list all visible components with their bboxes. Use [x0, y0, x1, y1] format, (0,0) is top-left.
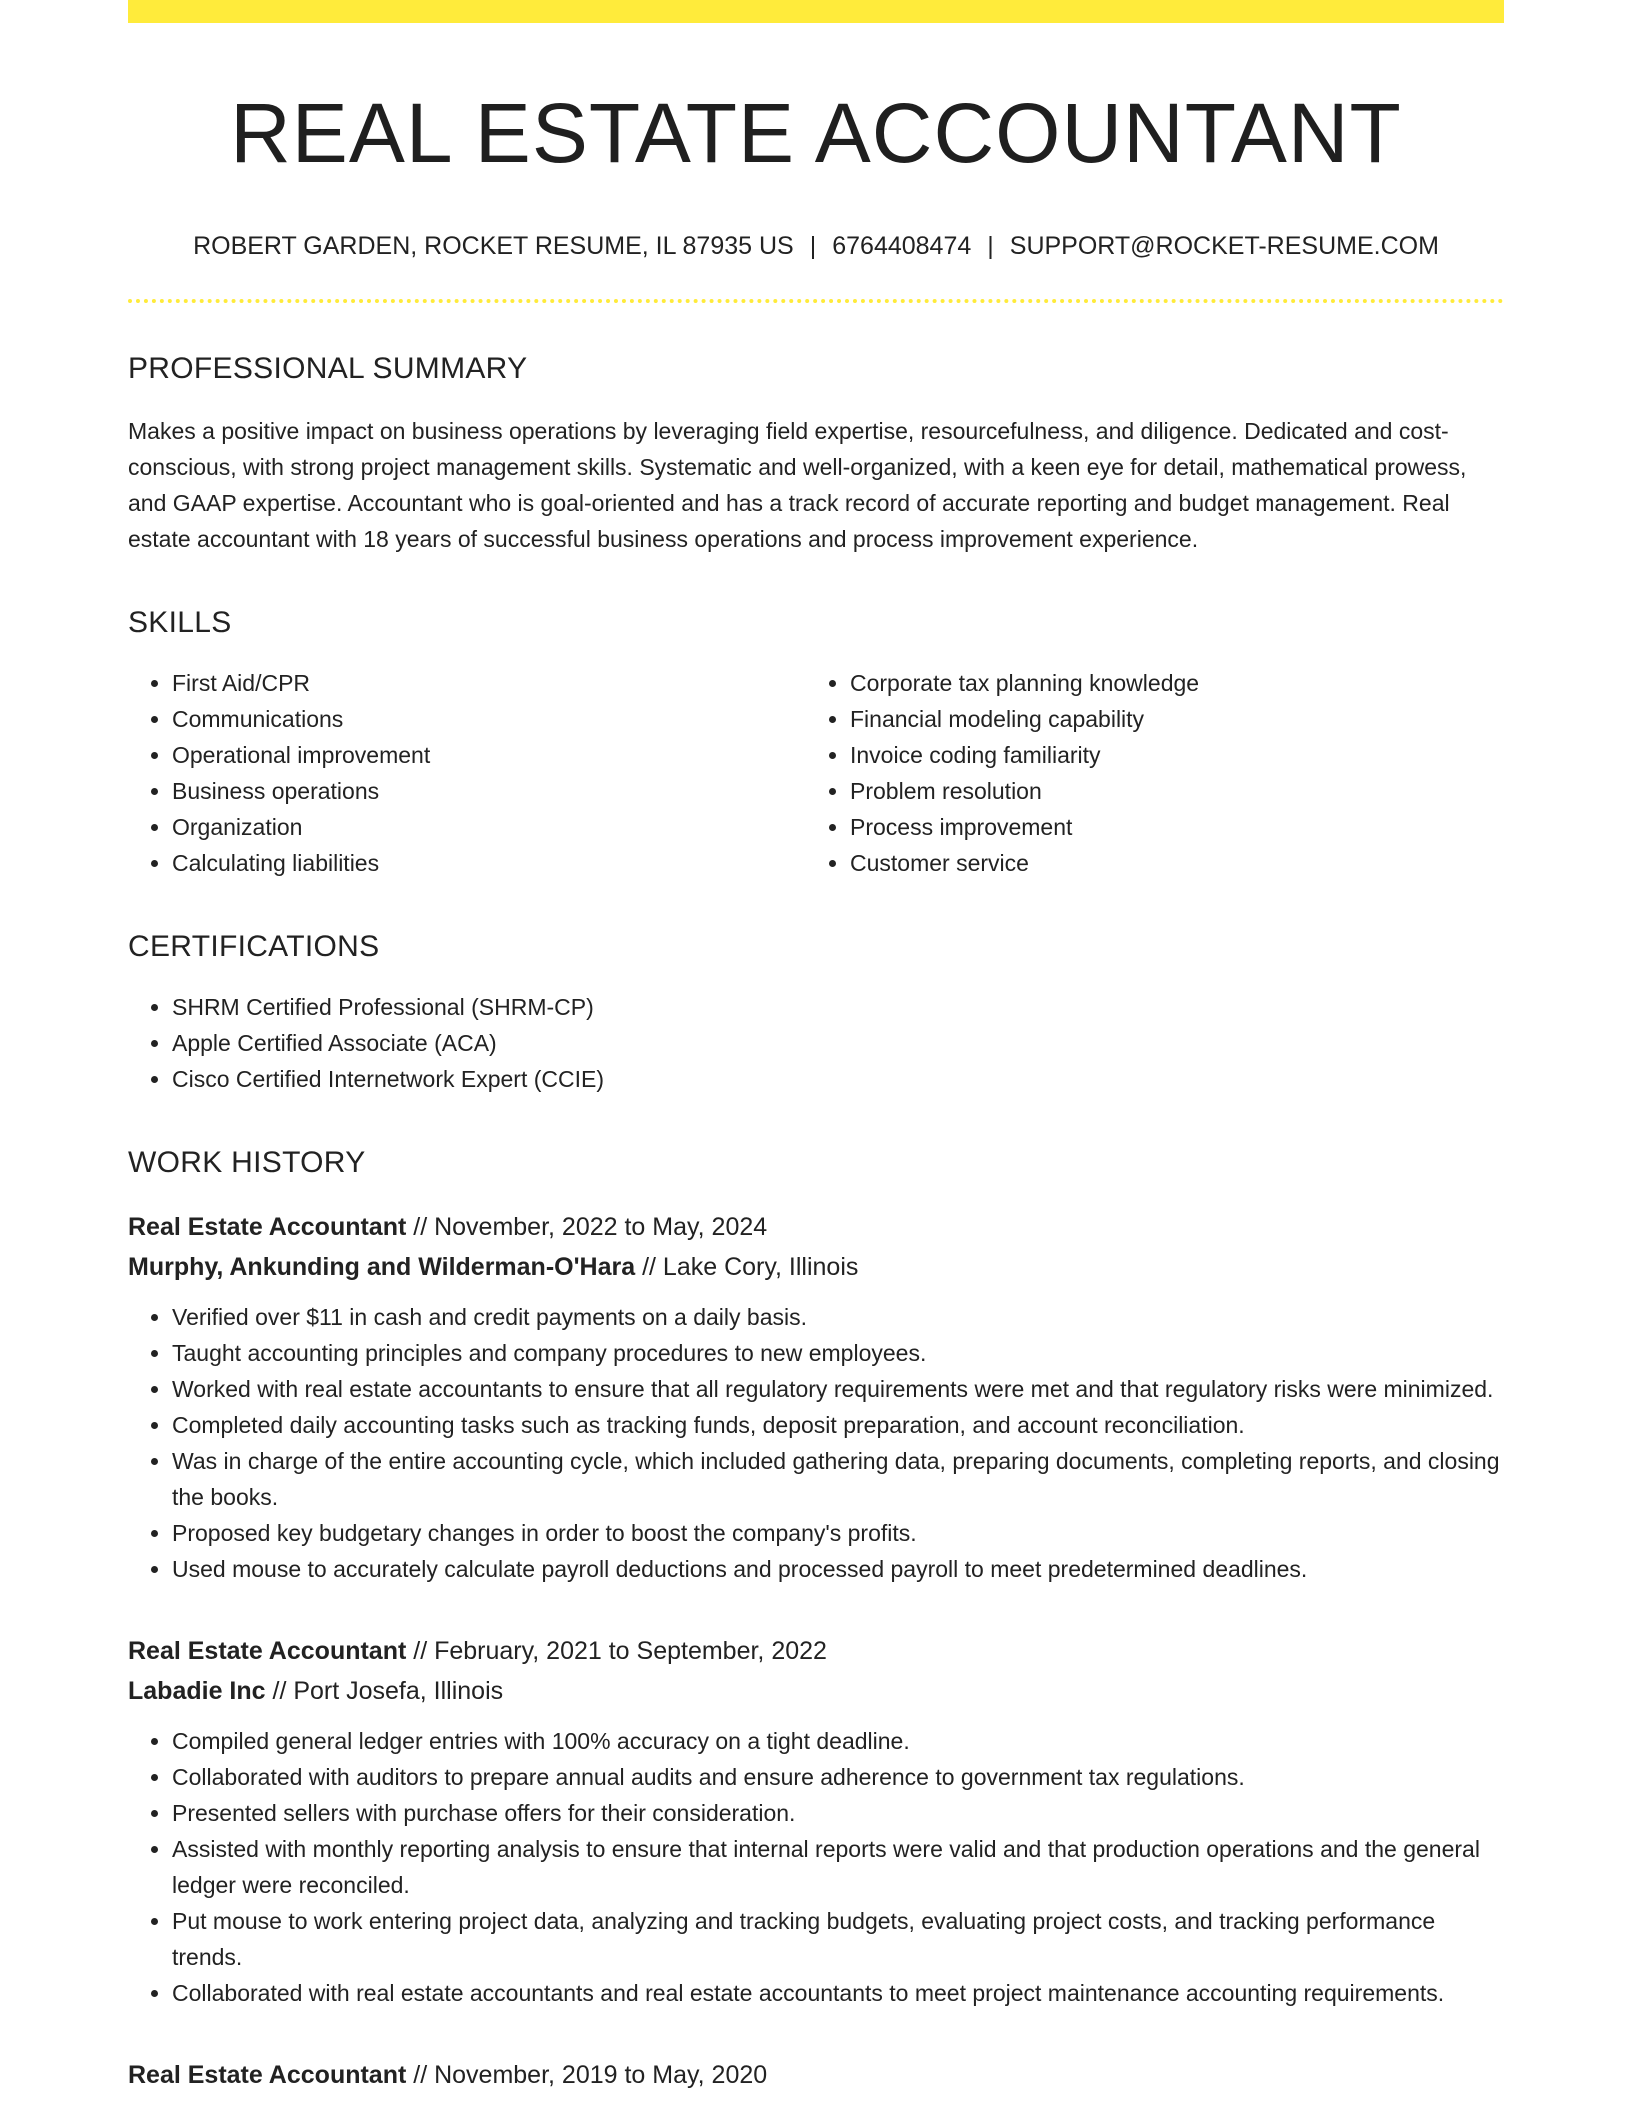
job-entry — [128, 1207, 1504, 1587]
job-company: Murphy, Ankunding and Wilderman-O'Hara — [128, 1253, 636, 1281]
certifications-heading: CERTIFICATIONS — [128, 930, 380, 963]
job-bullet: • Completed daily accounting tasks such as tracking funds, deposit preparation, and account reconciliation. — [172, 1407, 1504, 1443]
dotted-divider — [128, 299, 1504, 303]
job-company: Labadie Inc — [128, 1677, 266, 1705]
job-dates: // February, 2021 to September, 2022 — [406, 1637, 827, 1665]
job-company-line — [128, 1247, 1504, 1287]
job-title-line — [128, 1631, 1504, 1671]
summary-heading: PROFESSIONAL SUMMARY — [128, 352, 528, 385]
skill-item: • Problem resolution — [850, 773, 1484, 809]
skill-item: • Organization — [172, 809, 806, 845]
job-location: // Lake Cory, Illinois — [635, 1253, 859, 1281]
job-role: Real Estate Accountant — [128, 1637, 407, 1665]
skill-item: • Calculating liabilities — [172, 845, 806, 881]
job-role: Real Estate Accountant — [128, 2061, 407, 2089]
summary-text: Makes a positive impact on business operations by leveraging field expertise, resourcefulness, and diligence. Dedicated and cost-conscious, with strong project management skills. Systematic and well-organized, with a keen eye for detail, mathematical prowess, and GAAP expertise. Accountant who is goal-oriented and has a track record of accurate reporting and budget management. Real estate accountant with 18 years of successful business operations and process improvement experience. — [128, 418, 1467, 552]
skills-list-left — [128, 665, 806, 881]
job-title-line — [128, 1207, 1504, 1247]
skill-item: • Business operations — [172, 773, 806, 809]
skills-grid — [128, 665, 1504, 881]
job-title-line — [128, 2055, 1504, 2095]
skill-item: • Financial modeling capability — [850, 701, 1484, 737]
contact-phone: 6764408474 — [832, 232, 972, 260]
skills-list-right — [806, 665, 1484, 881]
job-dates: // November, 2022 to May, 2024 — [406, 1213, 768, 1241]
job-bullet: • Assisted with monthly reporting analysis to ensure that internal reports were valid and that production operations and the general ledger were reconciled. — [172, 1831, 1504, 1903]
contact-line — [128, 231, 1504, 261]
skill-item: • Corporate tax planning knowledge — [850, 665, 1484, 701]
certifications-list — [128, 989, 1504, 1097]
accent-top-bar — [128, 0, 1504, 23]
contact-address: ROBERT GARDEN, ROCKET RESUME, IL 87935 US — [193, 232, 794, 260]
work-history-heading: WORK HISTORY — [128, 1146, 366, 1179]
job-bullet: • Worked with real estate accountants to ensure that all regulatory requirements were met and that regulatory risks were minimized. — [172, 1371, 1504, 1407]
contact-separator: | — [987, 232, 994, 260]
job-entry — [128, 2055, 1504, 2095]
job-bullet: • Taught accounting principles and company procedures to new employees. — [172, 1335, 1504, 1371]
skill-item: • Customer service — [850, 845, 1484, 881]
job-company-line — [128, 1671, 1504, 1711]
job-bullet: • Verified over $11 in cash and credit payments on a daily basis. — [172, 1299, 1504, 1335]
certification-item: • SHRM Certified Professional (SHRM-CP) — [172, 989, 1504, 1025]
job-bullets — [128, 1299, 1504, 1587]
skill-item: • First Aid/CPR — [172, 665, 806, 701]
job-bullet: • Proposed key budgetary changes in order to boost the company's profits. — [172, 1515, 1504, 1551]
job-bullet: • Collaborated with real estate accountants and real estate accountants to meet project maintenance accounting requirements. — [172, 1975, 1504, 2011]
job-location: // Port Josefa, Illinois — [265, 1677, 504, 1705]
skill-item: • Communications — [172, 701, 806, 737]
resume-content — [128, 23, 1504, 2095]
skill-item: • Invoice coding familiarity — [850, 737, 1484, 773]
job-bullet: • Presented sellers with purchase offers for their consideration. — [172, 1795, 1504, 1831]
resume-title: REAL ESTATE ACCOUNTANT — [230, 86, 1402, 180]
job-bullet: • Collaborated with auditors to prepare annual audits and ensure adherence to government tax regulations. — [172, 1759, 1504, 1795]
skill-item: • Operational improvement — [172, 737, 806, 773]
skills-heading: SKILLS — [128, 606, 232, 639]
job-dates: // November, 2019 to May, 2020 — [406, 2061, 768, 2089]
job-bullet: • Was in charge of the entire accounting cycle, which included gathering data, preparing documents, completing reports, and closing the books. — [172, 1443, 1504, 1515]
job-bullet: • Compiled general ledger entries with 100% accuracy on a tight deadline. — [172, 1723, 1504, 1759]
job-entry — [128, 1631, 1504, 2011]
job-bullet: • Used mouse to accurately calculate payroll deductions and processed payroll to meet predetermined deadlines. — [172, 1551, 1504, 1587]
job-bullets — [128, 1723, 1504, 2011]
job-bullet: • Put mouse to work entering project data, analyzing and tracking budgets, evaluating project costs, and tracking performance trends. — [172, 1903, 1504, 1975]
contact-separator: | — [809, 232, 817, 260]
job-role: Real Estate Accountant — [128, 1213, 407, 1241]
certification-item: • Apple Certified Associate (ACA) — [172, 1025, 1504, 1061]
contact-email: SUPPORT@ROCKET-RESUME.COM — [1009, 232, 1439, 260]
certification-item: • Cisco Certified Internetwork Expert (CCIE) — [172, 1061, 1504, 1097]
skill-item: • Process improvement — [850, 809, 1484, 845]
